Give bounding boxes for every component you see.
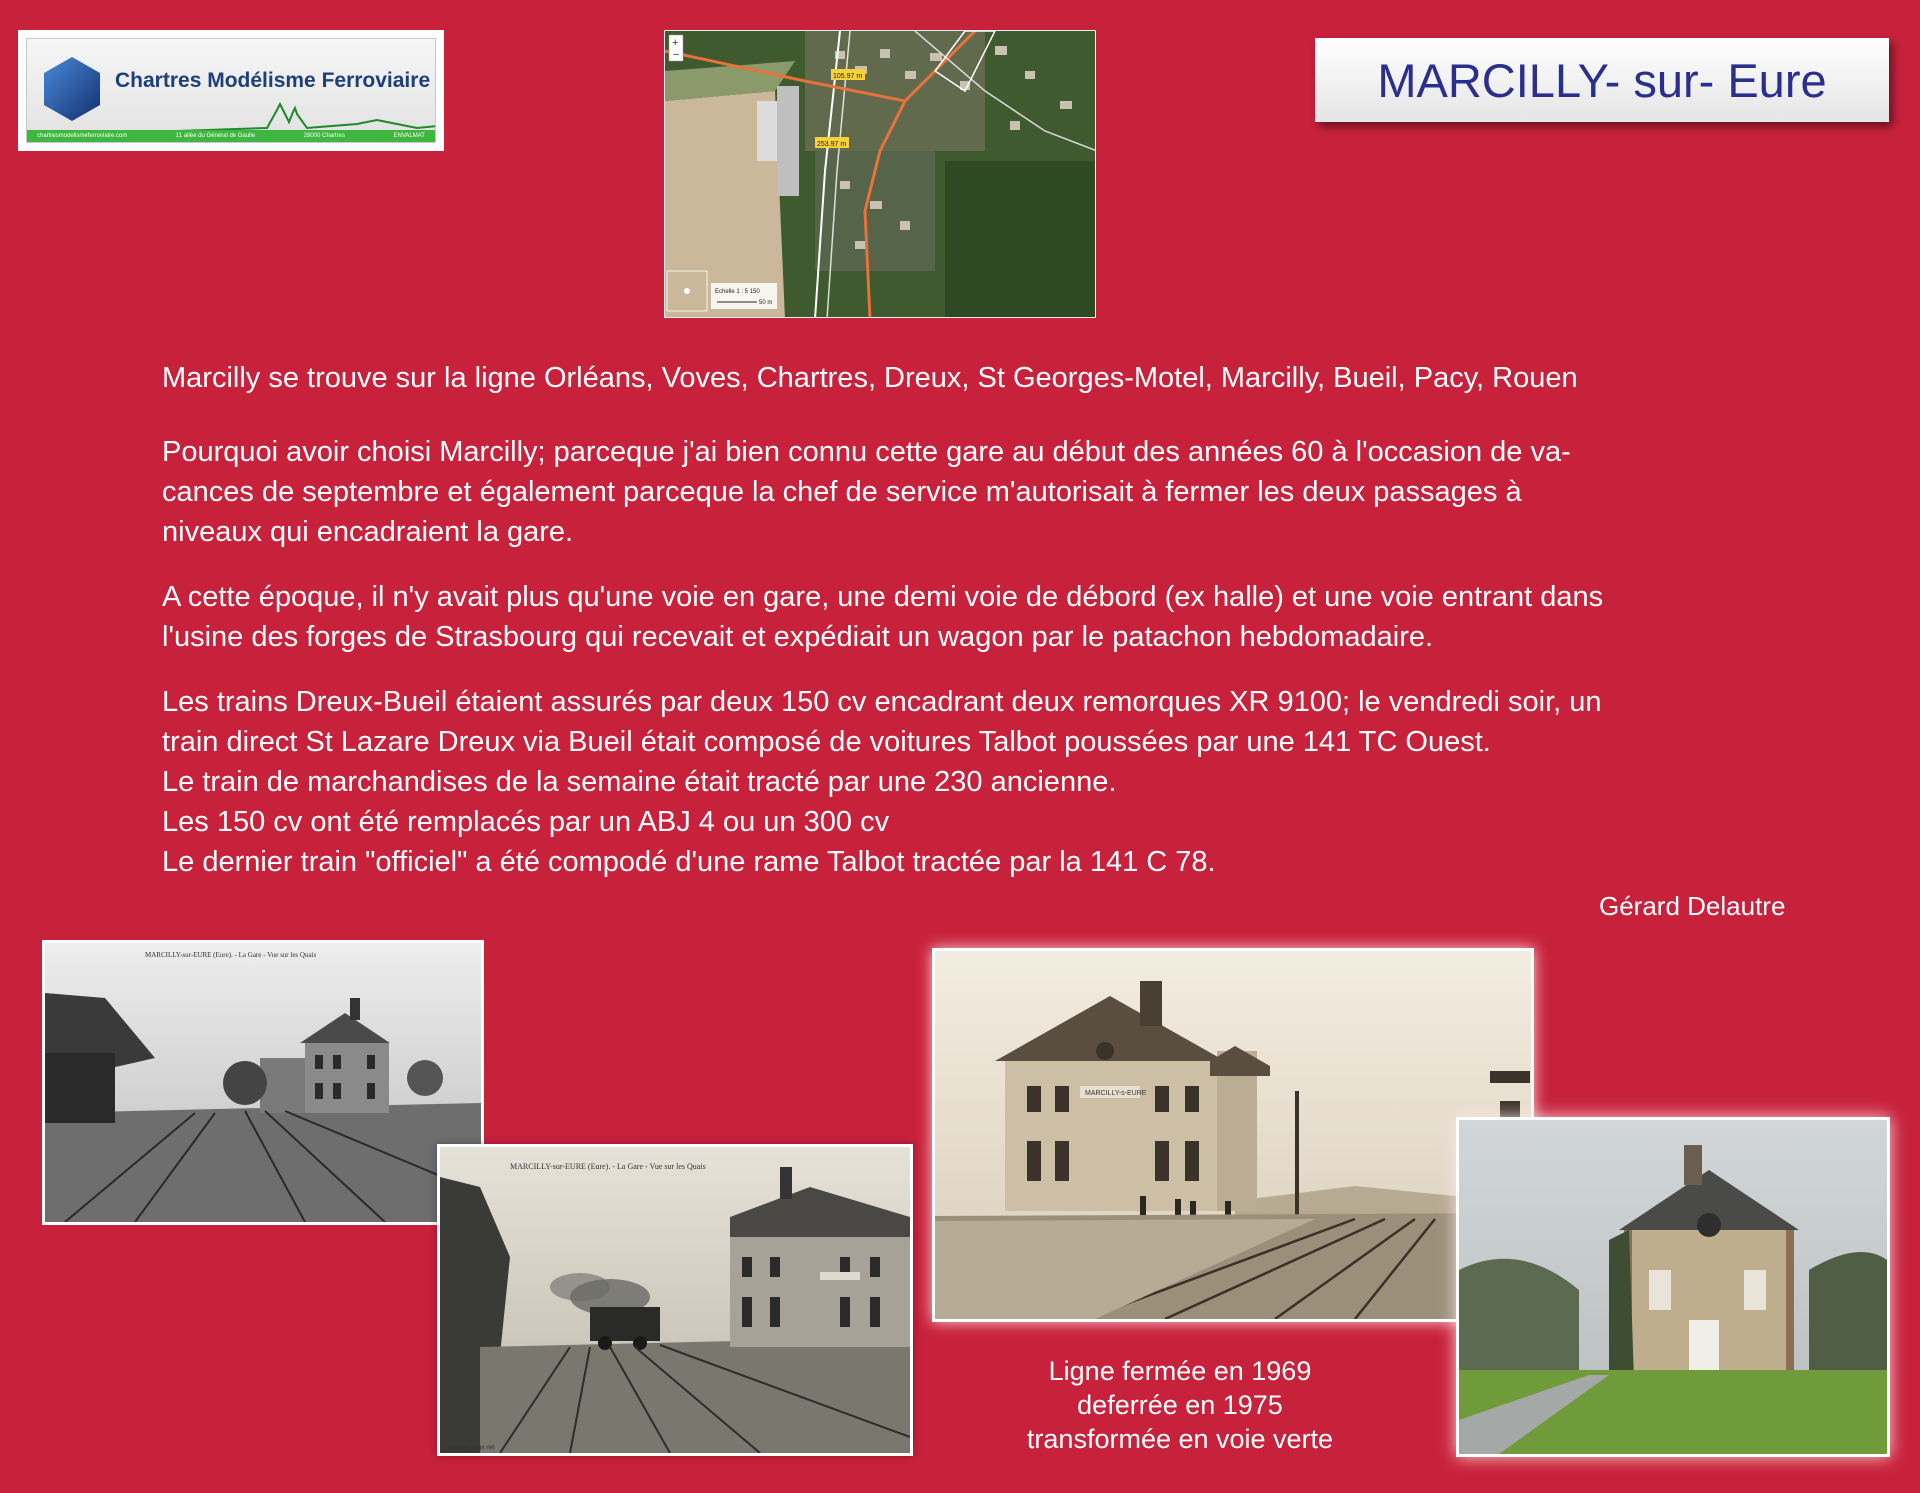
svg-text:MARCILLY-sur-EURE (Eure). - La: MARCILLY-sur-EURE (Eure). - La Gare - Vue sur les Quais bbox=[510, 1162, 706, 1171]
caption-line: Ligne fermée en 1969 bbox=[1048, 1356, 1312, 1386]
text-line: cances de septembre et également parceque la chef de service m'autorisait à fermer les deux passages à bbox=[162, 476, 1522, 508]
main-text bbox=[162, 358, 1842, 882]
paragraph-station-layout bbox=[162, 577, 1842, 657]
text-line: train direct St Lazare Dreux via Bueil était composé de voitures Talbot poussées par une 141 TC Ouest. bbox=[162, 726, 1491, 758]
postcard-station-1 bbox=[42, 940, 484, 1225]
closure-caption bbox=[980, 1354, 1380, 1456]
text-line: niveaux qui encadraient la gare. bbox=[162, 516, 574, 548]
paragraph-trains bbox=[162, 682, 1842, 882]
intro-line: Marcilly se trouve sur la ligne Orléans, Voves, Chartres, Dreux, St Georges-Motel, Marcilly, Bueil, Pacy, Rouen bbox=[162, 362, 1578, 394]
club-logo bbox=[18, 30, 444, 151]
page-title: MARCILLY- sur- Eure bbox=[1377, 53, 1827, 107]
logo-city: 28000 Chartres bbox=[303, 133, 346, 139]
logo-footer-strip bbox=[27, 130, 435, 142]
logo-website: chartresmodelismeferroviaire.com bbox=[37, 133, 128, 139]
text-line: Pourquoi avoir choisi Marcilly; parceque j'ai bien connu cette gare au début des années 60 à l'occasion de va- bbox=[162, 436, 1571, 468]
text-line: Les 150 cv ont été remplacés par un ABJ 4 ou un 300 cv bbox=[162, 806, 890, 838]
svg-text:MARCILLY-sur-EURE (Eure). - La: MARCILLY-sur-EURE (Eure). - La Gare - Vue sur les Quais bbox=[145, 951, 317, 959]
logo-extra: ENVALMAT bbox=[393, 133, 425, 139]
text-line: Les trains Dreux-Bueil étaient assurés par deux 150 cv encadrant deux remorques XR 9100; le vendredi soir, un bbox=[162, 686, 1602, 718]
svg-text:50 m: 50 m bbox=[759, 300, 773, 306]
logo-panel bbox=[26, 38, 436, 143]
logo-address: 11 allée du Général de Gaulle bbox=[175, 133, 256, 139]
text-line: Le train de marchandises de la semaine était tracté par une 230 ancienne. bbox=[162, 766, 1117, 798]
paragraph-why-marcilly bbox=[162, 432, 1842, 552]
postcard-station-2 bbox=[437, 1144, 913, 1456]
caption-line: transformée en voie verte bbox=[1026, 1424, 1334, 1454]
text-line: l'usine des forges de Strasbourg qui recevait et expédiait un wagon par le patachon hebdomadaire. bbox=[162, 621, 1434, 653]
caption-line: deferrée en 1975 bbox=[1077, 1390, 1283, 1420]
map-image bbox=[665, 31, 1096, 318]
title-box bbox=[1315, 38, 1889, 122]
text-line: Le dernier train "officiel" a été compodé d'une rame Talbot tractée par la 141 C 78. bbox=[162, 846, 1216, 878]
logo-title: Chartres Modélisme Ferroviaire bbox=[115, 69, 431, 92]
aerial-map bbox=[664, 30, 1096, 318]
svg-text:+: + bbox=[672, 37, 679, 49]
svg-text:www.fer-ange.net: www.fer-ange.net bbox=[448, 1445, 495, 1451]
svg-text:Echelle 1 : 5 150: Echelle 1 : 5 150 bbox=[715, 289, 760, 295]
author-signature: Gérard Delautre bbox=[1599, 891, 1786, 921]
text-line: A cette époque, il n'y avait plus qu'une voie en gare, une demi voie de débord (ex halle) et une voie entrant dans bbox=[162, 581, 1604, 613]
current-station-photo bbox=[1456, 1117, 1890, 1457]
svg-text:MARCILLY-s-EURE: MARCILLY-s-EURE bbox=[1085, 1090, 1147, 1097]
sepia-station-photo bbox=[932, 948, 1534, 1322]
svg-text:−: − bbox=[673, 49, 680, 61]
svg-text:105.97 m: 105.97 m bbox=[833, 73, 863, 80]
svg-text:253.97 m: 253.97 m bbox=[817, 141, 847, 148]
